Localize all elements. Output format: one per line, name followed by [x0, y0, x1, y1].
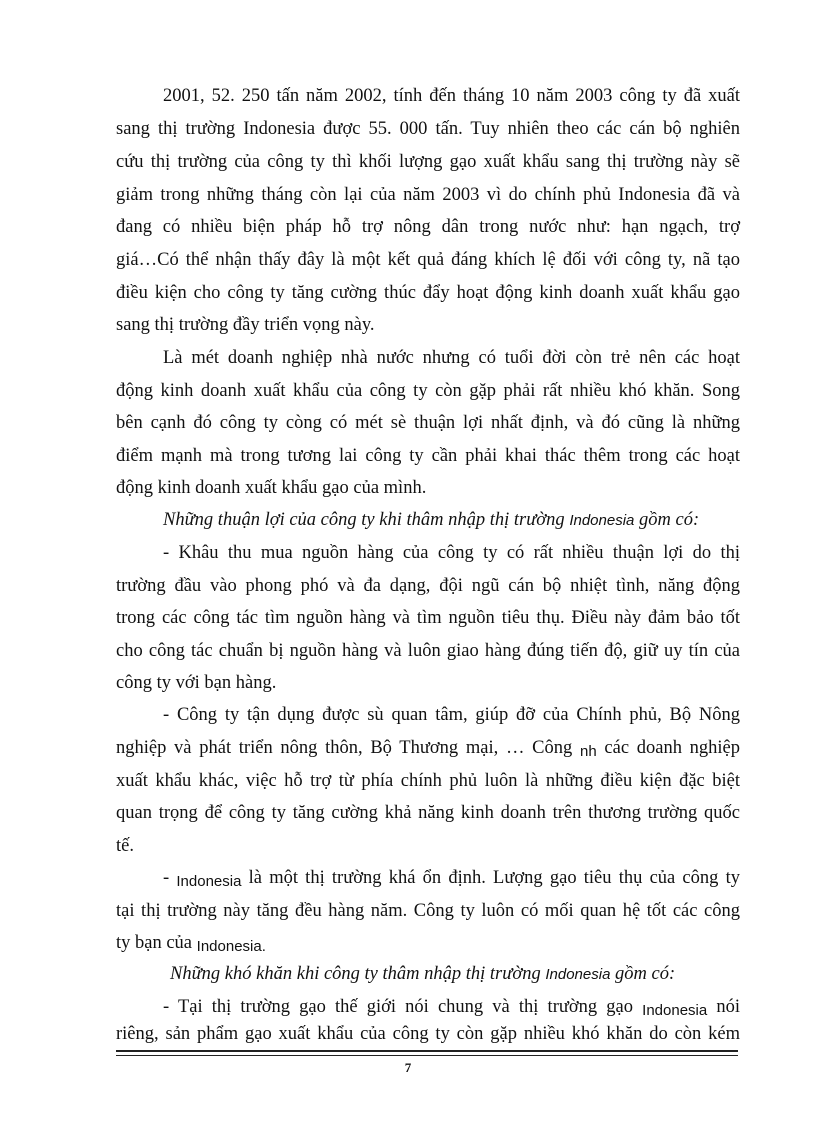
- text-segment: -: [163, 868, 177, 888]
- text-segment: là một thị trường khá ổn định. Lượng gạo tiêu thụ của công ty: [248, 868, 740, 888]
- text-line: bên cạnh đó công ty còng có mét sè thuận lợi nhất định, và đó cũng là những: [116, 413, 740, 433]
- text-segment: các doanh nghiệp: [604, 738, 741, 758]
- text-segment: nghiệp và phát triển nông thôn, Bộ Thương mại, … Công: [116, 738, 573, 758]
- text-segment-indonesia: Indonesia: [545, 966, 611, 983]
- text-line: tại thị trường này tăng đều hàng năm. Công ty luôn có mối quan hệ tốt các công: [116, 901, 740, 921]
- page-number: 7: [404, 1060, 412, 1075]
- text-segment-indonesia: Indonesia: [569, 512, 635, 529]
- text-line: cứu thị trường của công ty thì khối lượng gạo xuất khẩu sang thị trường này sẽ: [116, 152, 740, 172]
- text-line-mixed: [163, 995, 740, 1023]
- text-segment-indonesia: Indonesia: [176, 873, 242, 890]
- subheading-advantages: [163, 508, 740, 533]
- text-segment-indonesia: Indonesia.: [196, 938, 266, 955]
- text-line: trường đầu vào phong phó và đa dạng, đội ngũ cán bộ nhiệt tình, năng động: [116, 576, 740, 596]
- text-segment-indonesia: Indonesia: [642, 1002, 708, 1019]
- text-line: xuất khẩu khác, việc hỗ trợ từ phía chính phủ luôn là những điều kiện đặc biệt: [116, 771, 740, 791]
- text-line: tế.: [116, 836, 134, 856]
- text-segment: gồm có:: [639, 510, 700, 530]
- text-line: Là mét doanh nghiệp nhà nước nhưng có tuổi đời còn trẻ nên các hoạt: [163, 348, 740, 368]
- text-line: cho công tác chuẩn bị nguồn hàng và luôn giao hàng đúng tiến độ, giữ uy tín của: [116, 641, 740, 661]
- text-line: đang có nhiều biện pháp hỗ trợ nông dân trong nước như: hạn ngạch, trợ: [116, 217, 740, 237]
- text-line: giá…Có thể nhận thấy đây là một kết quả đáng khích lệ đối với công ty, nã tạo: [116, 250, 740, 270]
- text-segment: Những khó khăn khi công ty thâm nhập thị trường: [170, 964, 541, 984]
- text-line: công ty với bạn hàng.: [116, 673, 277, 693]
- text-line: - Công ty tận dụng được sù quan tâm, giúp đỡ của Chính phủ, Bộ Nông: [163, 705, 740, 725]
- text-line: - Khâu thu mua nguồn hàng của công ty có rất nhiều thuận lợi do thị: [163, 543, 740, 563]
- text-line-mixed: [116, 931, 740, 959]
- text-segment: - Tại thị trường gạo thế giới nói chung và thị trường gạo: [163, 997, 634, 1017]
- text-segment: Những thuận lợi của công ty khi thâm nhập thị trường: [163, 510, 565, 530]
- text-line: trong các công tác tìm nguồn hàng và tìm nguồn tiêu thụ. Điều này đảm bảo tốt: [116, 608, 740, 628]
- footer-rule: [116, 1055, 738, 1056]
- text-line: điều kiện cho công ty tăng cường thúc đẩy hoạt động kinh doanh xuất khẩu gạo: [116, 283, 740, 303]
- text-line: riêng, sản phẩm gạo xuất khẩu của công ty còn gặp nhiều khó khăn do còn kém: [116, 1024, 740, 1044]
- footer-rule: [116, 1050, 738, 1052]
- text-line: động kinh doanh xuất khẩu gạo của mình.: [116, 478, 427, 498]
- text-line: sang thị trường đầy triển vọng này.: [116, 315, 375, 335]
- subheading-difficulties: [170, 962, 740, 987]
- text-segment: nói: [716, 997, 740, 1017]
- text-segment: ty bạn của: [116, 933, 193, 953]
- text-segment: gồm có:: [615, 964, 676, 984]
- text-line: 2001, 52. 250 tấn năm 2002, tính đến tháng 10 năm 2003 công ty đã xuất: [163, 86, 740, 106]
- text-line-mixed: [116, 736, 740, 764]
- text-line: giảm trong những tháng còn lại của năm 2003 vì do chính phủ Indonesia đã và: [116, 185, 740, 205]
- text-line: quan trọng để công ty tăng cường khả năng kinh doanh trên thương trường quốc: [116, 803, 740, 823]
- text-line-mixed: [163, 866, 740, 894]
- text-line: động kinh doanh xuất khẩu của công ty còn gặp phải rất nhiều khó khăn. Song: [116, 381, 740, 401]
- text-segment: nh: [579, 743, 597, 760]
- text-line: điểm mạnh mà trong tương lai công ty cần phải khai thác thêm trong các hoạt: [116, 446, 740, 466]
- text-line: sang thị trường Indonesia được 55. 000 tấn. Tuy nhiên theo các cán bộ nghiên: [116, 119, 740, 139]
